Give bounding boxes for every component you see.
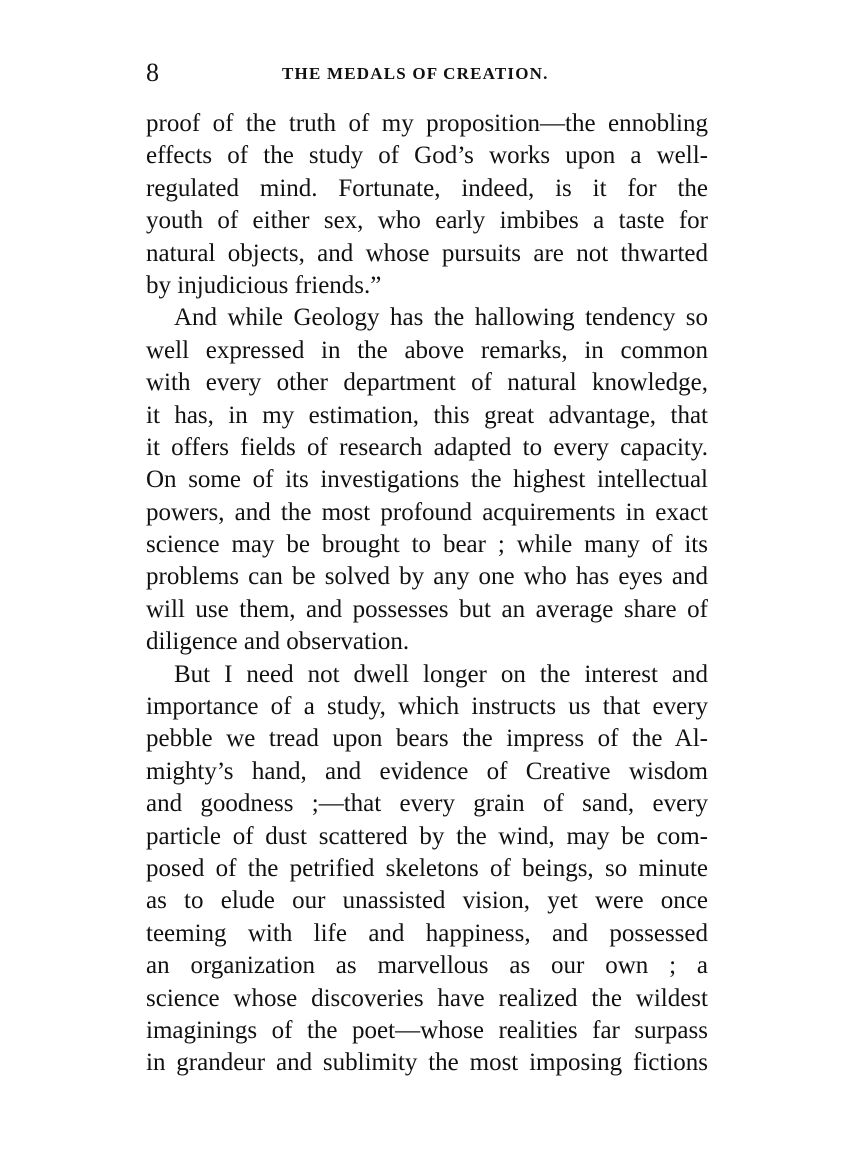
running-title: THE MEDALS OF CREATION. <box>282 64 549 83</box>
text-line: teeming with life and happiness, and possessed <box>146 919 708 947</box>
text-line: it offers fields of research adapted to every capacity. <box>146 433 708 461</box>
text-line: as to elude our unassisted vision, yet were once <box>146 887 708 915</box>
paragraph-start-line: But I need not dwell longer on the interest and <box>174 660 708 688</box>
text-line: science may be brought to bear ; while many of its <box>146 531 708 559</box>
text-line: with every other department of natural knowledge, <box>146 369 708 397</box>
text-line: will use them, and possesses but an average share of <box>146 595 708 623</box>
text-line: in grandeur and sublimity the most imposing fictions <box>146 1049 708 1077</box>
text-line: On some of its investigations the highest intellectual <box>146 466 708 494</box>
text-line: importance of a study, which instructs us that every <box>146 693 708 721</box>
text-line: an organization as marvellous as our own ; a <box>146 952 708 980</box>
text-line: diligence and observation. <box>146 628 410 656</box>
page-number: 8 <box>146 58 159 87</box>
text-line: mighty’s hand, and evidence of Creative wisdom <box>146 757 708 785</box>
text-line: particle of dust scattered by the wind, may be com- <box>146 822 708 850</box>
text-line: science whose discoveries have realized the wildest <box>146 984 708 1012</box>
text-line: youth of either sex, who early imbibes a taste for <box>146 207 708 235</box>
text-line: well expressed in the above remarks, in common <box>146 336 708 364</box>
text-line: regulated mind. Fortunate, indeed, is it for the <box>146 174 708 202</box>
text-line: pebble we tread upon bears the impress of the Al- <box>146 725 708 753</box>
text-line: by injudicious friends.” <box>146 271 382 299</box>
text-line: proof of the truth of my proposition—the ennobling <box>146 110 708 137</box>
paragraph-start-line: And while Geology has the hallowing tendency so <box>174 304 708 332</box>
text-line: problems can be solved by any one who has eyes and <box>146 563 708 591</box>
running-head <box>146 58 708 88</box>
text-line: it has, in my estimation, this great advantage, that <box>146 401 708 429</box>
text-line: powers, and the most profound acquirements in exact <box>146 498 708 526</box>
text-line: imaginings of the poet—whose realities far surpass <box>146 1016 708 1044</box>
text-line: natural objects, and whose pursuits are not thwarted <box>146 239 708 267</box>
text-line: posed of the petrified skeletons of beings, so minute <box>146 854 708 882</box>
text-line: effects of the study of God’s works upon a well- <box>146 142 708 170</box>
text-line: and goodness ;—that every grain of sand, every <box>146 790 708 818</box>
body-text <box>146 108 708 1080</box>
